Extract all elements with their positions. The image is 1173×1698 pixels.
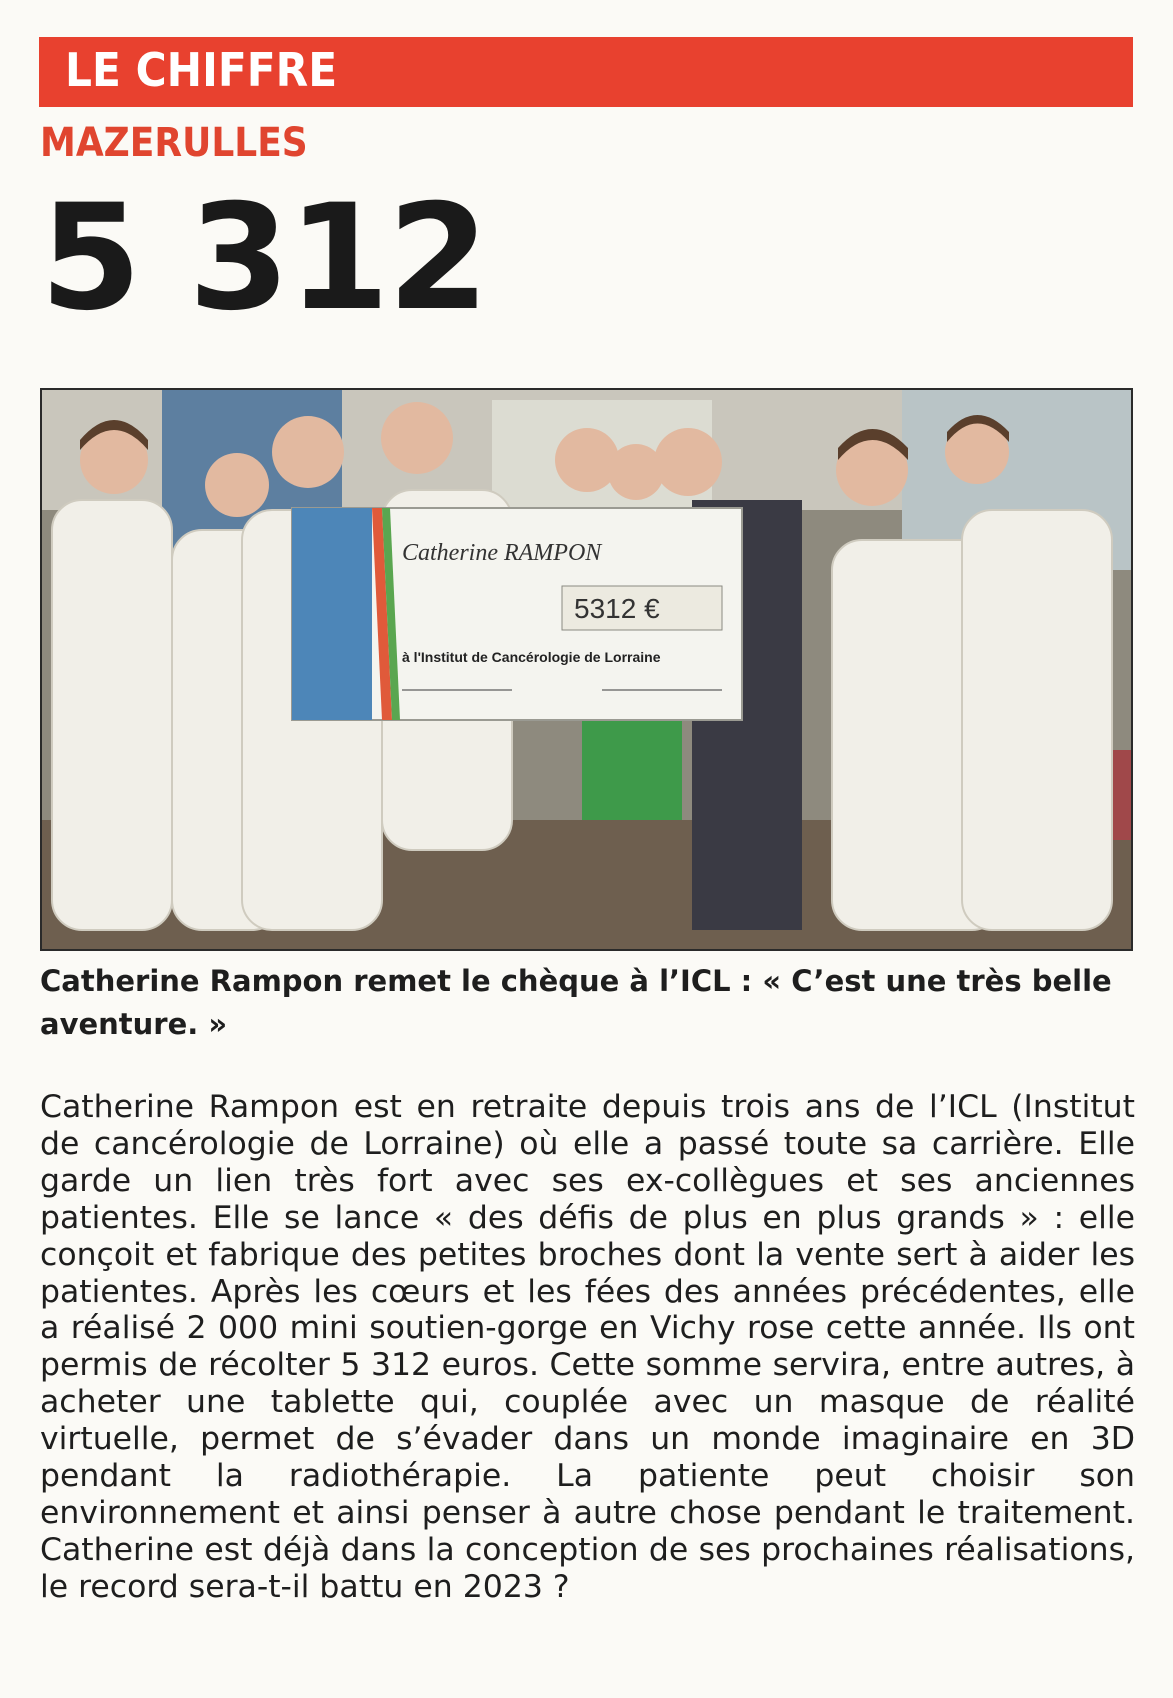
cheque-payee: Catherine RAMPON <box>402 540 602 566</box>
face-4 <box>381 402 453 474</box>
headline-number: 5 312 <box>40 173 488 343</box>
section-banner-label: LE CHIFFRE <box>65 43 338 97</box>
article-body: Catherine Rampon est en retraite depuis trois ans de l’ICL (Institut de cancérologie de Lorraine) où elle a passé toute sa carrière. Elle garde un lien très fort avec ses ex-collègues et ses anciennes patientes. Elle se lance « des défis de plus en plus grands » : elle conçoit et fabrique des petites broches dont la vente sert à aider les patientes. Après les cœurs et les fées des années précédentes, elle a réalisé 2 000 mini soutien-gorge en Vichy rose cette année. Ils ont permis de récolter 5 312 euros. Cette somme servira, entre autres, à acheter une tablette qui, couplée avec un masque de réalité virtuelle, permet de s’évader dans un monde imaginaire en 3D pendant la radiothérapie. La patiente peut choisir son environnement et ainsi penser à autre chose pendant le traitement. Catherine est déjà dans la conception de ses prochaines réalisations, le record sera-t-il battu en 2023 ? <box>40 1089 1135 1605</box>
face-5 <box>555 428 619 492</box>
face-3 <box>272 416 344 488</box>
person-1 <box>52 500 172 930</box>
location-heading: MAZERULLES <box>40 120 308 166</box>
section-banner <box>39 37 1133 107</box>
photo-caption: Catherine Rampon remet le chèque à l’ICL : « C’est une très belle aventure. » <box>40 964 1112 1041</box>
cheque-beneficiary: à l'Institut de Cancérologie de Lorraine <box>402 649 661 665</box>
cheque-amount: 5312 € <box>574 593 660 624</box>
face-7 <box>654 428 722 496</box>
article-photo <box>40 388 1133 951</box>
cheque-logo-band <box>292 508 372 720</box>
person-9 <box>962 510 1112 930</box>
person-5-green-skirt <box>582 710 682 820</box>
big-cheque <box>292 508 742 720</box>
face-2 <box>205 453 269 517</box>
